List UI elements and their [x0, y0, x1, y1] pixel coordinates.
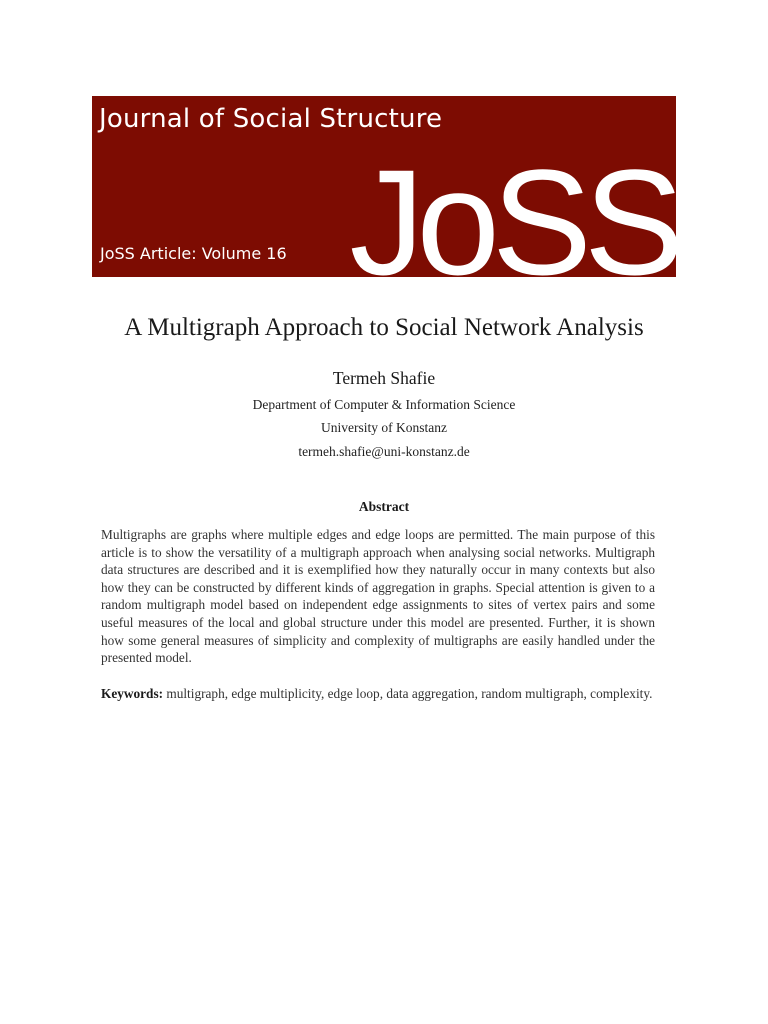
joss-logo-text: JoSS [349, 138, 676, 306]
keywords-paragraph [101, 685, 655, 703]
joss-logo [349, 134, 676, 306]
keywords-text: multigraph, edge multiplicity, edge loop, data aggregation, random multigraph, complexity. [166, 686, 653, 701]
author-email: termeh.shafie@uni-konstanz.de [298, 444, 470, 459]
journal-banner [92, 96, 676, 306]
abstract-body: Multigraphs are graphs where multiple edges and edge loops are permitted. The main purpose of this article is to show the versatility of a multigraph approach when analysing social networks. Multigraph data structures are described and it is exemplified how they naturally occur in many contexts but also how they can be constructed by different kinds of aggregation in graphs. Special attention is given to a random multigraph model based on independent edge assignments to sites of vertex pairs and some useful measures of the local and global structure under this model are presented. Further, it is shown how some general measures of simplicity and complexity of multigraphs are easily handled under the presented model. [101, 527, 655, 666]
abstract-heading: Abstract [358, 499, 410, 514]
author-university: University of Konstanz [321, 420, 447, 435]
keywords-label: Keywords: [101, 686, 164, 701]
author-department: Department of Computer & Information Science [252, 397, 516, 412]
article-volume: JoSS Article: Volume 16 [100, 244, 287, 263]
author-name: Termeh Shafie [332, 368, 436, 388]
paper-title: A Multigraph Approach to Social Network Analysis [124, 314, 644, 341]
journal-name: Journal of Social Structure [99, 104, 443, 134]
